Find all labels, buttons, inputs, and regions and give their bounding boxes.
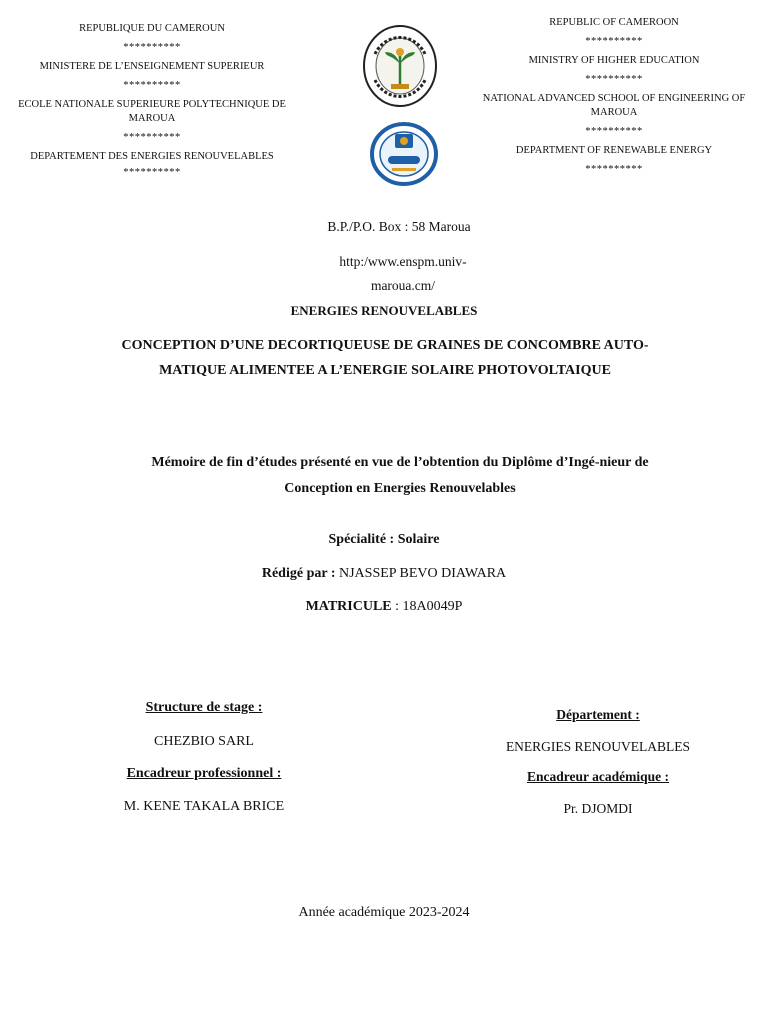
separator-stars: **********: [123, 80, 181, 91]
enspm-badge-logo: [370, 122, 438, 186]
specialty-line: [0, 532, 768, 548]
department-value: ENERGIES RENOUVELABLES: [505, 739, 691, 754]
department-label: Département :: [556, 707, 640, 722]
separator-stars: **********: [123, 42, 181, 53]
separator-stars: **********: [585, 164, 643, 175]
header-left: [8, 22, 296, 185]
matricule-value: 18A0049P: [402, 599, 463, 614]
department-en: DEPARTMENT OF RENEWABLE ENERGY: [515, 145, 713, 156]
matricule-line: [0, 599, 768, 615]
specialty-label: Spécialité :: [328, 532, 395, 547]
academic-supervisor-label: Encadreur académique :: [526, 769, 669, 784]
thesis-purpose: Mémoire de fin d’études présenté en vue de l’obtention du Diplôme d’Ingé-nieur de Conception en Energies Renouvelables: [151, 455, 649, 496]
section-heading: ENERGIES RENOUVELABLES: [290, 303, 478, 318]
author-label: Rédigé par :: [261, 566, 336, 581]
university-seal-logo: [361, 24, 439, 108]
separator-stars: **********: [123, 132, 181, 143]
postal-box: B.P./P.O. Box : 58 Maroua: [327, 219, 471, 234]
internship-label: Structure de stage :: [145, 700, 263, 715]
academic-year: Année académique 2023-2024: [298, 905, 470, 920]
country-en: REPUBLIC OF CAMEROON: [549, 17, 679, 28]
school-en: NATIONAL ADVANCED SCHOOL OF ENGINEERING OF MAROUA: [482, 93, 746, 118]
header-right: [474, 16, 754, 182]
pro-supervisor-label: Encadreur professionnel :: [126, 766, 282, 781]
internship-value: CHEZBIO SARL: [154, 734, 254, 749]
separator-stars: **********: [585, 126, 643, 137]
country-fr: REPUBLIQUE DU CAMEROUN: [79, 23, 225, 34]
separator-stars: **********: [585, 74, 643, 85]
author-line: [0, 566, 768, 582]
thesis-title: CONCEPTION D’UNE DECORTIQUEUSE DE GRAINES DE CONCOMBRE AUTO-MATIQUE ALIMENTEE A L’ENERGIE SOLAIRE PHOTOVOLTAIQUE: [121, 338, 649, 378]
academic-supervisor-value: Pr. DJOMDI: [563, 801, 633, 816]
separator-stars: **********: [123, 167, 181, 178]
specialty-value: Solaire: [397, 532, 440, 547]
matricule-sep: :: [391, 599, 403, 614]
school-fr: ECOLE NATIONALE SUPERIEURE POLYTECHNIQUE DE MAROUA: [18, 99, 286, 124]
department-fr: DEPARTEMENT DES ENERGIES RENOUVELABLES: [30, 151, 274, 162]
website-link[interactable]: http:/www.enspm.univ-maroua.cm/: [339, 254, 467, 293]
author-name: NJASSEP BEVO DIAWARA: [338, 566, 507, 581]
ministry-en: MINISTRY OF HIGHER EDUCATION: [528, 55, 700, 66]
ministry-fr: MINISTERE DE L’ENSEIGNEMENT SUPERIEUR: [39, 61, 265, 72]
pro-supervisor-value: M. KENE TAKALA BRICE: [123, 799, 285, 814]
matricule-label: MATRICULE: [305, 599, 392, 614]
separator-stars: **********: [585, 36, 643, 47]
